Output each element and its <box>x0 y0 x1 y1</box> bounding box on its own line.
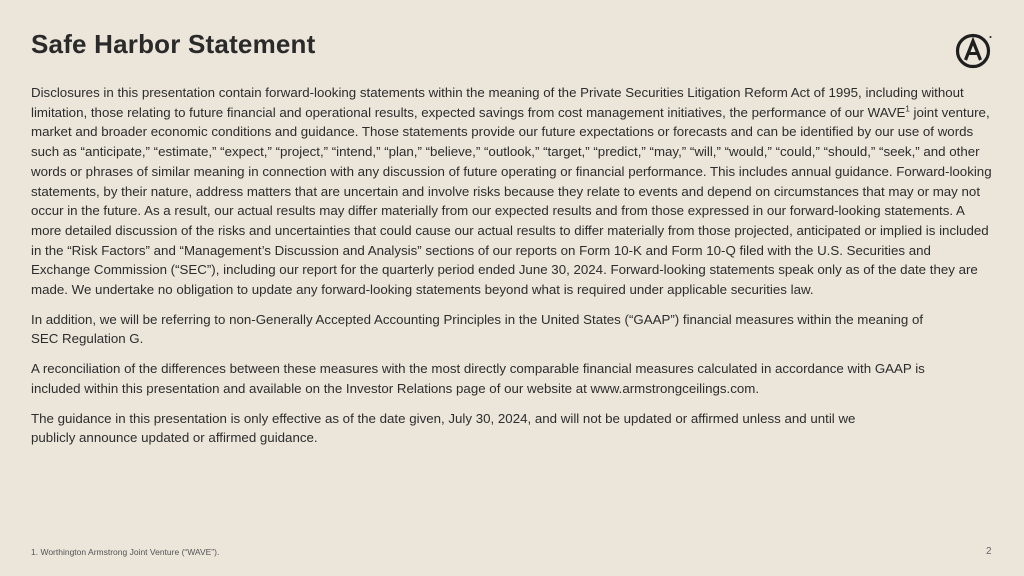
paragraph-guidance: The guidance in this presentation is only effective as of the date given, July 30, 2024, and will not be updated or affirmed unless and until we publicly announce updated or affirmed guidance. <box>31 410 856 446</box>
paragraph-non-gaap: In addition, we will be referring to non-Generally Accepted Accounting Principles in the United States (“GAAP”) financial measures within the meaning of SEC Regulation G. <box>31 311 924 347</box>
paragraph1-part2: joint venture, market and broader economic conditions and guidance. Those statements provide our future expectations or forecasts and can be identified by our use of words such as “anticipate,” “estimate,” “expect,” “project,” “intend,” “plan,” “believe,” “outlook,” “target,” “predict,” “may,” “will,” “would,” “could,” “should,” “seek,” and other words or phrases of similar meaning in connection with any discussion of future operating or financial performance. This includes annual guidance. Forward-looking statements, by their nature, address matters that are uncertain and involve risks because they relate to events and depend on circumstances that may or may not occur in the future. As a result, our actual results may differ materially from our expected results and from those expressed in our forward-looking statements. A more detailed discussion of the risks and uncertainties that could cause our actual results to differ materially from those projected, anticipated or implied is included in the “Risk Factors” and “Management’s Discussion and Analysis” sections of our reports on Form 10-K and Form 10-Q filed with the U.S. Securities and Exchange Commission (“SEC”), including our report for the quarterly period ended June 30, 2024. Forward-looking statements speak only as of the date they are made. We undertake no obligation to update any forward-looking statements beyond what is required under applicable securities law. <box>31 104 992 298</box>
page-title: Safe Harbor Statement <box>31 29 316 59</box>
footnote: 1. Worthington Armstrong Joint Venture (“WAVE”). <box>31 547 220 557</box>
paragraph1-part1: Disclosures in this presentation contain forward-looking statements within the meaning of the Private Securities Litigation Reform Act of 1995, including without limitation, those relating to future financial and operational results, expected savings from cost management initiatives, the performance of our WAVE <box>31 85 964 120</box>
safe-harbor-body <box>31 83 993 458</box>
paragraph-reconciliation: A reconciliation of the differences between these measures with the most directly comparable financial measures calculated in accordance with GAAP is included within this presentation and available on the Investor Relations page of our website at www.armstrongceilings.com. <box>31 361 925 396</box>
footnote-marker: 1 <box>905 104 910 114</box>
paragraph-forward-looking <box>31 83 993 300</box>
page-number: 2 <box>986 546 992 557</box>
armstrong-a-logo-icon <box>955 31 995 71</box>
